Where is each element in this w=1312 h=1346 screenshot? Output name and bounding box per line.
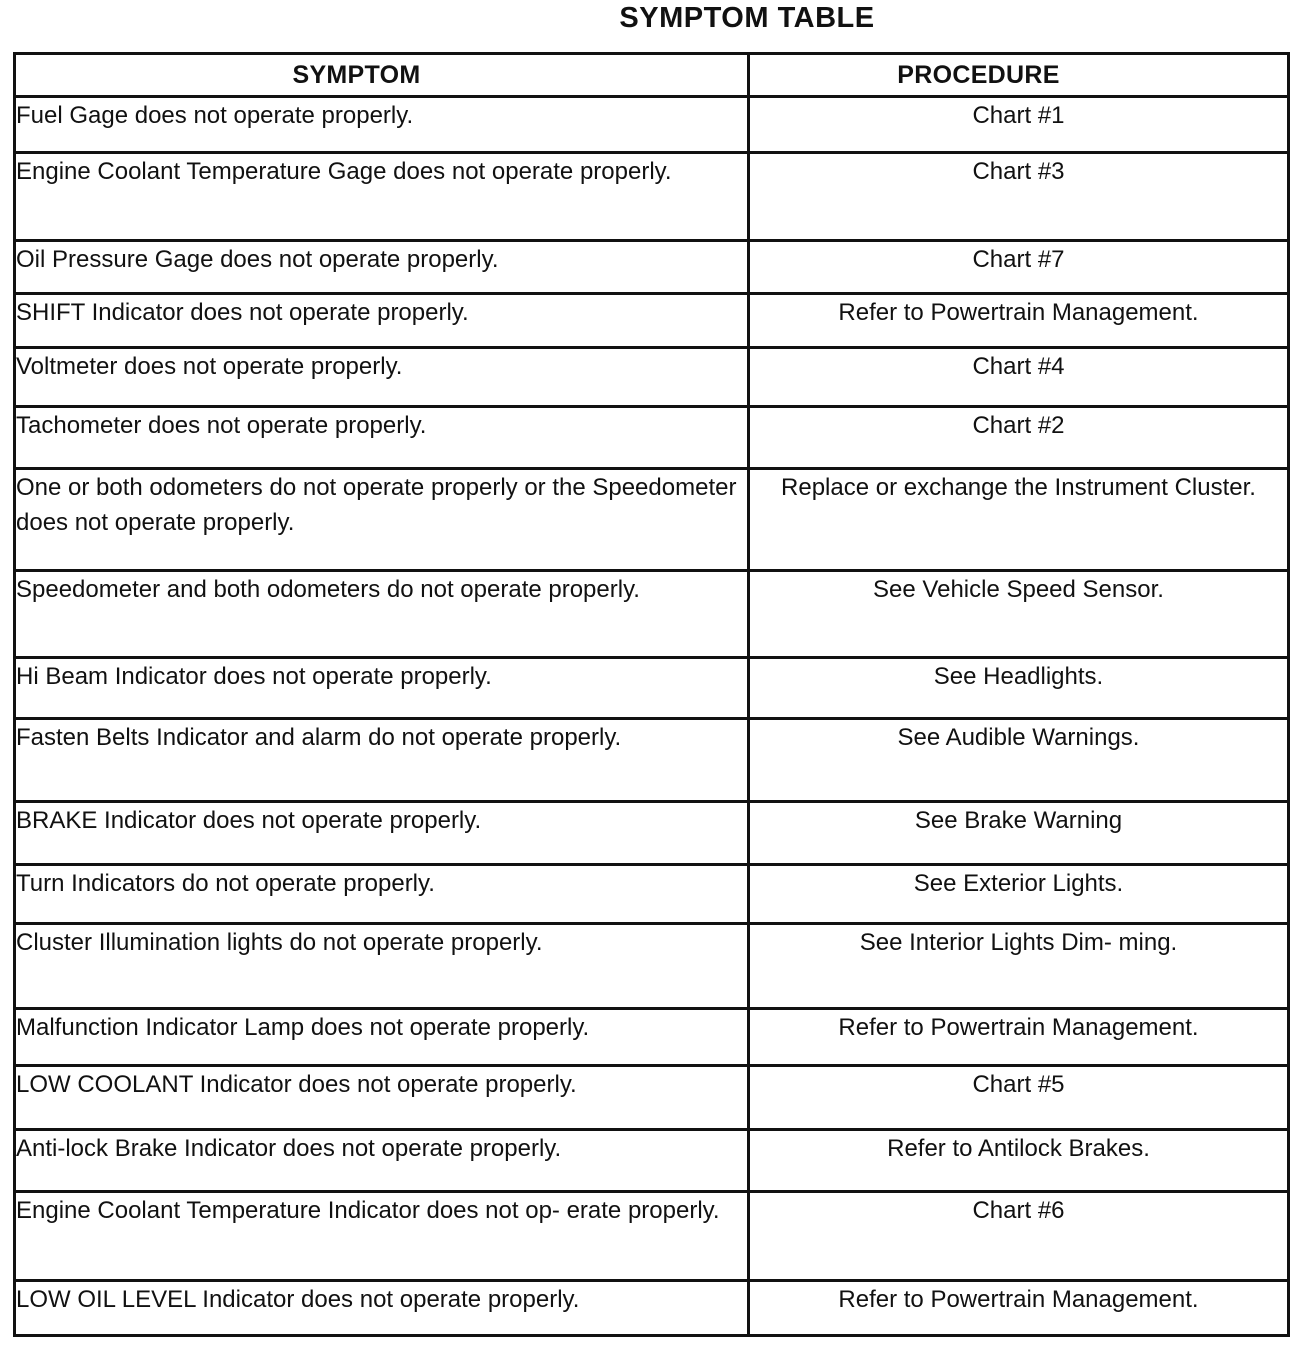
table-row bbox=[15, 1281, 1289, 1336]
symptom-cell bbox=[15, 1192, 749, 1281]
procedure-text: Refer to Powertrain Management. bbox=[838, 299, 1199, 326]
symptom-text: Engine Coolant Temperature Indicator does not op- erate properly. bbox=[16, 1197, 720, 1224]
table-row bbox=[15, 865, 1289, 924]
symptom-text: Tachometer does not operate properly. bbox=[16, 412, 427, 439]
procedure-cell bbox=[749, 865, 1289, 924]
page-title: SYMPTOM TABLE bbox=[619, 2, 875, 34]
table-row bbox=[15, 407, 1289, 469]
procedure-cell bbox=[749, 348, 1289, 407]
procedure-text: See Exterior Lights. bbox=[913, 870, 1124, 897]
symptom-cell bbox=[15, 1066, 749, 1130]
procedure-text: Replace or exchange the Instrument Cluster. bbox=[781, 474, 1256, 501]
procedure-cell bbox=[749, 97, 1289, 153]
symptom-text: Cluster Illumination lights do not operate properly. bbox=[16, 929, 543, 956]
symptom-text: SHIFT Indicator does not operate properly. bbox=[16, 299, 469, 326]
procedure-cell bbox=[749, 407, 1289, 469]
procedure-text: Refer to Antilock Brakes. bbox=[887, 1135, 1150, 1162]
symptom-cell bbox=[15, 719, 749, 802]
symptom-text: Malfunction Indicator Lamp does not operate properly. bbox=[16, 1014, 590, 1041]
table-row bbox=[15, 348, 1289, 407]
table-body bbox=[15, 97, 1289, 1336]
procedure-text: Chart #1 bbox=[972, 102, 1065, 129]
procedure-text: See Interior Lights Dim- ming. bbox=[859, 929, 1178, 956]
procedure-text: Refer to Powertrain Management. bbox=[838, 1286, 1199, 1313]
procedure-text: See Audible Warnings. bbox=[897, 724, 1140, 751]
procedure-cell bbox=[749, 294, 1289, 348]
procedure-text: Refer to Powertrain Management. bbox=[838, 1014, 1199, 1041]
procedure-text: Chart #3 bbox=[972, 158, 1065, 185]
symptom-text: Speedometer and both odometers do not operate properly. bbox=[16, 576, 640, 603]
symptom-text: Voltmeter does not operate properly. bbox=[16, 353, 403, 380]
symptom-cell bbox=[15, 658, 749, 719]
table-row bbox=[15, 719, 1289, 802]
symptom-text: Anti-lock Brake Indicator does not operate properly. bbox=[16, 1135, 562, 1162]
procedure-cell bbox=[749, 241, 1289, 294]
symptom-text: One or both odometers do not operate properly or the Speedometer does not operate properly. bbox=[16, 474, 737, 536]
procedure-text: See Headlights. bbox=[933, 663, 1104, 690]
symptom-text: Hi Beam Indicator does not operate properly. bbox=[16, 663, 492, 690]
column-header-procedure: PROCEDURE bbox=[749, 54, 1289, 97]
symptom-cell bbox=[15, 1281, 749, 1336]
procedure-text: Chart #6 bbox=[972, 1197, 1065, 1224]
table-row bbox=[15, 294, 1289, 348]
procedure-cell bbox=[749, 1066, 1289, 1130]
procedure-cell bbox=[749, 153, 1289, 241]
procedure-cell bbox=[749, 1192, 1289, 1281]
symptom-cell bbox=[15, 97, 749, 153]
symptom-text: LOW COOLANT Indicator does not operate properly. bbox=[16, 1071, 577, 1098]
table-row bbox=[15, 571, 1289, 658]
column-header-symptom: SYMPTOM bbox=[15, 54, 749, 97]
procedure-cell bbox=[749, 571, 1289, 658]
table-row bbox=[15, 924, 1289, 1009]
symptom-cell bbox=[15, 802, 749, 865]
symptom-cell bbox=[15, 924, 749, 1009]
procedure-text: Chart #7 bbox=[972, 246, 1065, 273]
procedure-text: See Brake Warning bbox=[914, 807, 1123, 834]
table-row bbox=[15, 1009, 1289, 1066]
symptom-cell bbox=[15, 1130, 749, 1192]
table-row bbox=[15, 469, 1289, 571]
symptom-cell bbox=[15, 469, 749, 571]
procedure-cell bbox=[749, 924, 1289, 1009]
table-row bbox=[15, 97, 1289, 153]
procedure-cell bbox=[749, 802, 1289, 865]
symptom-text: BRAKE Indicator does not operate properly. bbox=[16, 807, 482, 834]
header-row bbox=[15, 54, 1289, 97]
symptom-cell bbox=[15, 407, 749, 469]
symptom-table bbox=[13, 52, 1290, 1337]
procedure-text: See Vehicle Speed Sensor. bbox=[873, 576, 1164, 603]
table-row bbox=[15, 1130, 1289, 1192]
symptom-text: Oil Pressure Gage does not operate properly. bbox=[16, 246, 499, 273]
procedure-cell bbox=[749, 1130, 1289, 1192]
table-row bbox=[15, 241, 1289, 294]
symptom-cell bbox=[15, 153, 749, 241]
procedure-cell bbox=[749, 1009, 1289, 1066]
symptom-text: LOW OIL LEVEL Indicator does not operate properly. bbox=[16, 1286, 580, 1313]
procedure-cell bbox=[749, 469, 1289, 571]
symptom-cell bbox=[15, 1009, 749, 1066]
procedure-cell bbox=[749, 1281, 1289, 1336]
symptom-cell bbox=[15, 294, 749, 348]
symptom-text: Turn Indicators do not operate properly. bbox=[16, 870, 435, 897]
symptom-text: Engine Coolant Temperature Gage does not operate properly. bbox=[16, 158, 672, 185]
symptom-text: Fuel Gage does not operate properly. bbox=[16, 102, 414, 129]
symptom-cell bbox=[15, 241, 749, 294]
table-row bbox=[15, 802, 1289, 865]
table-row bbox=[15, 658, 1289, 719]
procedure-text: Chart #2 bbox=[972, 412, 1065, 439]
procedure-cell bbox=[749, 719, 1289, 802]
symptom-cell bbox=[15, 348, 749, 407]
table-row bbox=[15, 1066, 1289, 1130]
procedure-text: Chart #4 bbox=[972, 353, 1065, 380]
symptom-cell bbox=[15, 865, 749, 924]
table-row bbox=[15, 1192, 1289, 1281]
procedure-cell bbox=[749, 658, 1289, 719]
symptom-cell bbox=[15, 571, 749, 658]
table-row bbox=[15, 153, 1289, 241]
procedure-text: Chart #5 bbox=[972, 1071, 1065, 1098]
symptom-text: Fasten Belts Indicator and alarm do not operate properly. bbox=[16, 724, 622, 751]
